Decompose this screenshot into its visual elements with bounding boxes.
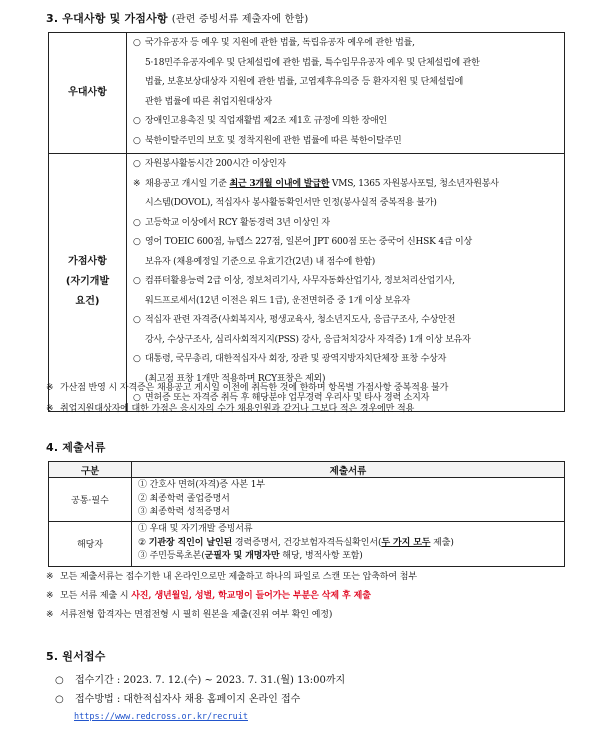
bonus-item-volunteer-hours: ○ 자원봉사활동시간 200시간 이상인자 [133, 159, 286, 169]
application-period: ○ 접수기간 : 2023. 7. 12.(수) ~ 2023. 7. 31.(월) 13:00까지 [55, 675, 346, 686]
bonus-label: 가점사항 (자기개발 요건) [49, 154, 127, 412]
documents-header-category: 구분 [49, 462, 132, 478]
preference-bonus-table [48, 32, 565, 412]
bonus-item-computer: ○ 컴퓨터활용능력 2급 이상, 정보처리기사, 사무자동화산업기사, 정보처리산업기사, 워드프로세서(12년 이전은 워드 1급), 운전면허증 중 1개 이상 보유자 [133, 276, 455, 306]
bonus-item-experience: ○ 면허증 또는 자격증 취득 후 해당분야 업무경력 우리사 및 타사 경력 소지자 [133, 393, 430, 403]
documents-table [48, 461, 565, 567]
section-3-title: 3. 우대사항 및 가점사항 [46, 12, 168, 25]
section-4-heading: 4. 제출서류 [46, 441, 106, 454]
section-3-subtitle: (관련 증빙서류 제출자에 한함) [171, 14, 309, 25]
preferred-label: 우대사항 [49, 33, 127, 154]
bonus-item-language: ○ 영어 TOEIC 600점, 뉴텝스 227점, 일본어 JPT 600점 또는 중국어 신HSK 4급 이상 보유자 (채용예정일 기준으로 유효기간(2년) 내 점수에 한함) [133, 237, 472, 267]
preferred-items [127, 33, 565, 154]
application-method: ○ 접수방법 : 대한적십자사 채용 홈페이지 온라인 접수 [55, 694, 301, 705]
bonus-item-redcross-cert: ○ 적십자 관련 자격증(사회복지사, 평생교육사, 청소년지도사, 응급구조사, 수상안전 강사, 수상구조사, 심리사회적지지(PSS) 강사, 응급처치강사 자격증) 1개 이상 보유자 [133, 315, 471, 345]
preferred-item-2: ○ 장애인고용촉진 및 직업재활법 제2조 제1호 규정에 의한 장애인 [133, 116, 388, 126]
section-3-note-1: ※ 가산점 반영 시 자격증은 채용공고 게시일 이전에 취득한 것에 한하며 항목별 가점사항 중복적용 불가 [46, 383, 449, 393]
section-4-note-1: ※ 모든 제출서류는 접수기한 내 온라인으로만 제출하고 하나의 파일로 스캔 또는 압축하여 첨부 [46, 572, 417, 582]
documents-row-common [49, 478, 565, 522]
section-4-note-2: ※ 모든 서류 제출 시 사진, 생년월일, 성별, 학교명이 들어가는 부분은 삭제 후 제출 [46, 591, 371, 601]
bonus-item-award: ○ 대통령, 국무총리, 대한적십자사 회장, 장관 및 광역지방자치단체장 표창 수상자 (최고점 표창 1개만 적용하며 RCY표창은 제외) [133, 354, 447, 384]
recruit-link[interactable]: https://www.redcross.or.kr/recruit [74, 712, 248, 722]
preferred-item-1: ○ 국가유공자 등 예우 및 지원에 관한 법률, 독립유공자 예우에 관한 법률, 5·18민주유공자예우 및 단체설립에 관한 법률, 특수임무유공자 예우 및 단체설립에 관한 법률, 보훈보상대상자 지원에 관한 법률, 고엽제후유의증 등 환자지원 및 단체설립에 관한 법률에 따른 취업지원대상자 [133, 38, 480, 107]
bonus-items [127, 154, 565, 412]
documents-list-common: ① 간호사 면허(자격)증 사본 1부 ② 최종학력 졸업증명서 ③ 최종학력 성적증명서 [132, 478, 565, 522]
documents-header-documents: 제출서류 [132, 462, 565, 478]
bonus-item-rcy: ○ 고등학교 이상에서 RCY 활동경력 3년 이상인 자 [133, 217, 330, 228]
section-3-note-2: ※ 취업지원대상자에 대한 가점은 응시자의 수가 채용인원과 같거나 그보다 적은 경우에만 적용 [46, 404, 415, 414]
documents-list-applicable: ① 우대 및 자기개발 증빙서류 ② 기관장 직인이 날인된 경력증명서, 건강보험자격득실확인서(두 가지 모두 제출) ③ 주민등록초본(군필자 및 개명자만 해당, 병적사항 포함) [132, 521, 565, 566]
documents-header-row [49, 462, 565, 478]
preferred-row [49, 33, 565, 154]
section-4-note-3: ※ 서류전형 합격자는 면접전형 시 필히 원본을 제출(진위 여부 확인 예정) [46, 610, 333, 620]
section-3-heading [46, 10, 308, 26]
bonus-row [49, 154, 565, 412]
section-5-heading: 5. 원서접수 [46, 650, 106, 663]
documents-row-applicable [49, 521, 565, 566]
bonus-item-volunteer-proof: ※ 채용공고 개시일 기준 최근 3개월 이내에 발급한 VMS, 1365 자원봉사포털, 청소년자원봉사 시스템(DOVOL), 적십자사 봉사활동확인서만 인정(봉사실적 중복적용 불가) [133, 178, 499, 208]
preferred-item-3: ○ 북한이탈주민의 보호 및 정착지원에 관한 법률에 따른 북한이탈주민 [133, 135, 402, 146]
documents-category-common: 공통·필수 [49, 478, 132, 522]
documents-category-applicable: 해당자 [49, 521, 132, 566]
